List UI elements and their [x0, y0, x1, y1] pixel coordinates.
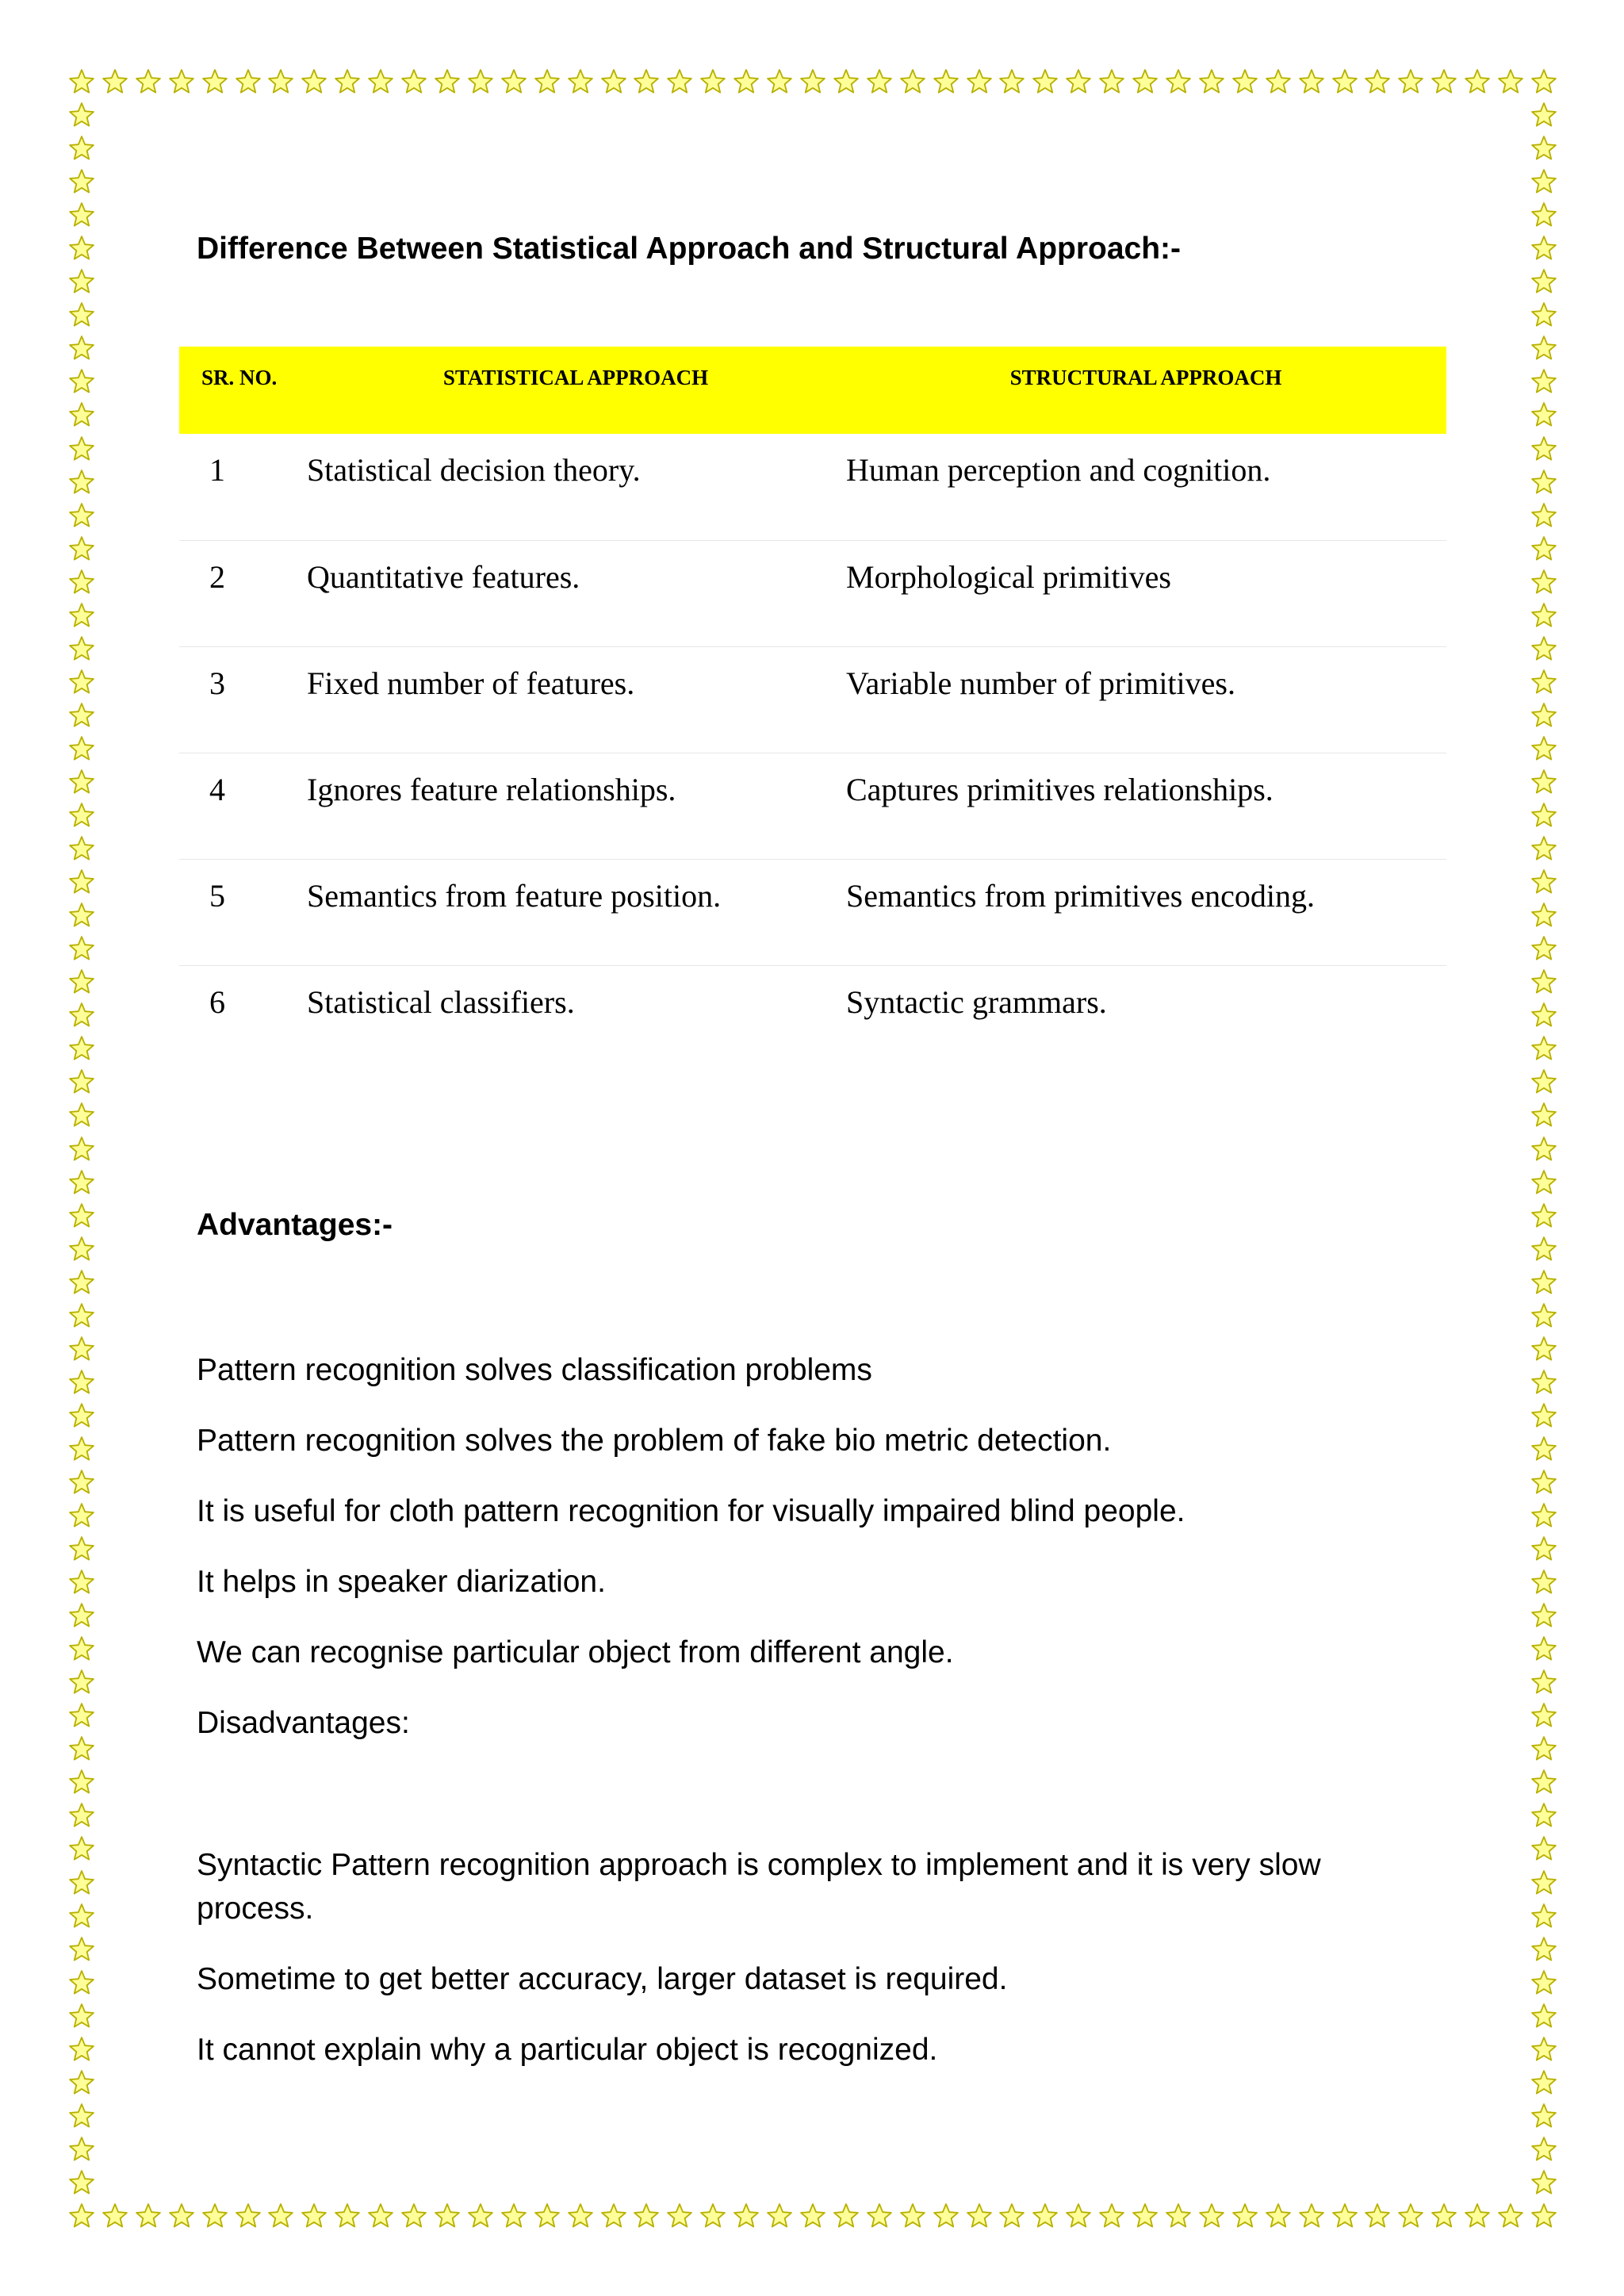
cell-sr-no: 4 — [209, 771, 225, 807]
cell-sr-no: 6 — [209, 983, 225, 1020]
table-header-row — [179, 347, 1446, 434]
header-structural: STRUCTURAL APPROACH — [1009, 366, 1282, 389]
cell-sr-no: 2 — [209, 558, 225, 595]
advantage-item: It helps in speaker diarization. — [197, 1565, 606, 1599]
advantages-heading: Advantages:- — [197, 1208, 393, 1242]
cell-sr-no: 5 — [209, 877, 225, 914]
cell-structural: Morphological primitives — [846, 558, 1171, 595]
header-statistical: STATISTICAL APPROACH — [442, 366, 709, 389]
cell-statistical: Statistical classifiers. — [307, 983, 575, 1020]
cell-statistical: Ignores feature relationships. — [307, 771, 676, 807]
cell-statistical: Semantics from feature position. — [307, 877, 722, 914]
table-row — [179, 540, 1446, 646]
disadvantage-item: It cannot explain why a particular object is recognized. — [197, 2033, 938, 2067]
table-row — [179, 859, 1446, 965]
page-title: Difference Between Statistical Approach and Structural Approach:- — [197, 232, 1182, 266]
disadvantages-heading: Disadvantages: — [197, 1706, 410, 1740]
comparison-table — [179, 347, 1446, 1071]
advantage-item: We can recognise particular object from different angle. — [197, 1635, 954, 1669]
table-row — [179, 434, 1446, 540]
cell-structural: Human perception and cognition. — [846, 452, 1271, 488]
advantage-item: Pattern recognition solves classification problems — [197, 1353, 872, 1387]
header-sr-no: SR. NO. — [201, 366, 278, 389]
disadvantage-item: Syntactic Pattern recognition approach is complex to implement and it is very slow process. — [197, 1848, 1321, 1926]
cell-statistical: Fixed number of features. — [307, 665, 635, 701]
advantage-item: It is useful for cloth pattern recognition for visually impaired blind people. — [197, 1494, 1185, 1528]
cell-sr-no: 1 — [209, 452, 225, 488]
cell-structural: Variable number of primitives. — [846, 665, 1235, 701]
cell-structural: Syntactic grammars. — [846, 983, 1107, 1020]
advantage-item: Pattern recognition solves the problem of fake bio metric detection. — [197, 1424, 1112, 1458]
cell-structural: Captures primitives relationships. — [846, 771, 1274, 807]
table-row — [179, 753, 1446, 859]
cell-statistical: Statistical decision theory. — [307, 452, 641, 488]
cell-statistical: Quantitative features. — [307, 558, 580, 595]
cell-structural: Semantics from primitives encoding. — [846, 877, 1315, 914]
table-row — [179, 965, 1446, 1071]
table-row — [179, 646, 1446, 753]
cell-sr-no: 3 — [209, 665, 225, 701]
disadvantage-item: Sometime to get better accuracy, larger dataset is required. — [197, 1962, 1008, 1996]
